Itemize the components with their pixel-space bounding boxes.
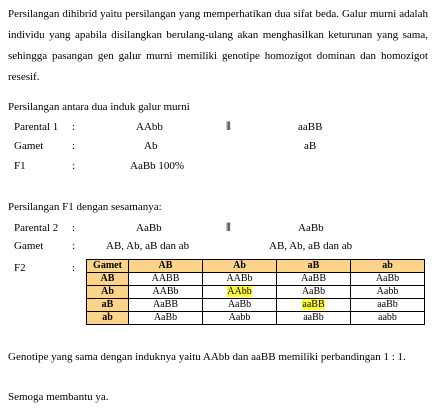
intro-line-1: Persilangan dihibrid yaitu persilangan yang memperhatikan dua sifat beda. Galur murni adalah	[8, 8, 428, 20]
punnett-row-header: AB	[87, 273, 129, 286]
punnett-col-header: aB	[277, 260, 351, 273]
punnett-cell: AABb	[129, 286, 203, 299]
punnett-cell: aaBb	[277, 312, 351, 325]
cross-symbol: ⦀	[226, 121, 231, 133]
parent1-b-genotype: aaBB	[298, 121, 323, 133]
conclusion-text: Genotipe yang sama dengan induknya yaitu AAbb dan aaBB memiliki perbandingan 1 : 1.	[8, 351, 406, 363]
punnett-cell: AaBb	[351, 273, 425, 286]
punnett-square	[86, 259, 425, 325]
punnett-cell: AABB	[129, 273, 203, 286]
gamete1-b: aB	[304, 140, 317, 152]
cross-symbol: ⦀	[226, 222, 231, 234]
punnett-cell: Aabb	[203, 312, 277, 325]
punnett-row	[87, 299, 425, 312]
colon: :	[72, 121, 76, 133]
punnett-cell: Aabb	[351, 286, 425, 299]
parent2-b-genotype: AaBb	[298, 222, 324, 234]
intro-line-4: resesif.	[8, 71, 40, 83]
f1-label: F1	[14, 160, 26, 172]
punnett-cell: AaBb	[277, 286, 351, 299]
highlight-aabb-parent-genotype: aaBB	[302, 299, 325, 310]
cross2-heading: Persilangan F1 dengan sesamanya:	[8, 201, 162, 213]
f1-value: AaBb 100%	[130, 160, 185, 172]
colon: :	[72, 140, 76, 152]
intro-line-3: sehingga pasangan gen galur murni memiliki genotipe homozigot dominan dan homozigot	[8, 50, 428, 62]
punnett-row-header: Ab	[87, 286, 129, 299]
parental2-label: Parental 2	[14, 222, 59, 234]
highlight-aabb-parent-genotype: AAbb	[227, 286, 252, 297]
punnett-corner: Gamet	[87, 260, 129, 273]
punnett-cell: aaBb	[351, 299, 425, 312]
punnett-cell: AaBb	[129, 312, 203, 325]
punnett-cell: AaBb	[203, 299, 277, 312]
punnett-cell: AaBB	[129, 299, 203, 312]
parental1-label: Parental 1	[14, 121, 59, 133]
gamete2-label: Gamet	[14, 240, 44, 252]
f2-label: F2	[14, 262, 26, 274]
punnett-header-row	[87, 260, 425, 273]
punnett-row-header: ab	[87, 312, 129, 325]
punnett-row	[87, 312, 425, 325]
parent1-a-genotype: AAbb	[136, 121, 163, 133]
punnett-col-header: Ab	[203, 260, 277, 273]
gamete2-a: AB, Ab, aB dan ab	[106, 240, 190, 252]
punnett-col-header: ab	[351, 260, 425, 273]
punnett-cell: AaBB	[277, 273, 351, 286]
punnett-col-header: AB	[129, 260, 203, 273]
intro-paragraph	[8, 4, 428, 88]
punnett-cell: AABb	[203, 273, 277, 286]
punnett-row	[87, 273, 425, 286]
gamete1-a: Ab	[144, 140, 158, 152]
colon: :	[72, 240, 76, 252]
punnett-cell-highlighted	[203, 286, 277, 299]
cross1-heading: Persilangan antara dua induk galur murni	[8, 101, 190, 113]
punnett-row-header: aB	[87, 299, 129, 312]
colon: :	[72, 160, 76, 172]
parent2-a-genotype: AaBb	[136, 222, 162, 234]
punnett-cell: aabb	[351, 312, 425, 325]
punnett-row	[87, 286, 425, 299]
intro-line-2: individu yang apabila disilangkan berulang-ulang akan menghasilkan keturunan yang sama,	[8, 29, 428, 41]
colon: :	[72, 222, 76, 234]
punnett-cell-highlighted	[277, 299, 351, 312]
closing-text: Semoga membantu ya.	[8, 391, 109, 403]
gamete2-b: AB, Ab, aB dan ab	[269, 240, 353, 252]
gamete1-label: Gamet	[14, 140, 44, 152]
colon: :	[72, 262, 76, 274]
